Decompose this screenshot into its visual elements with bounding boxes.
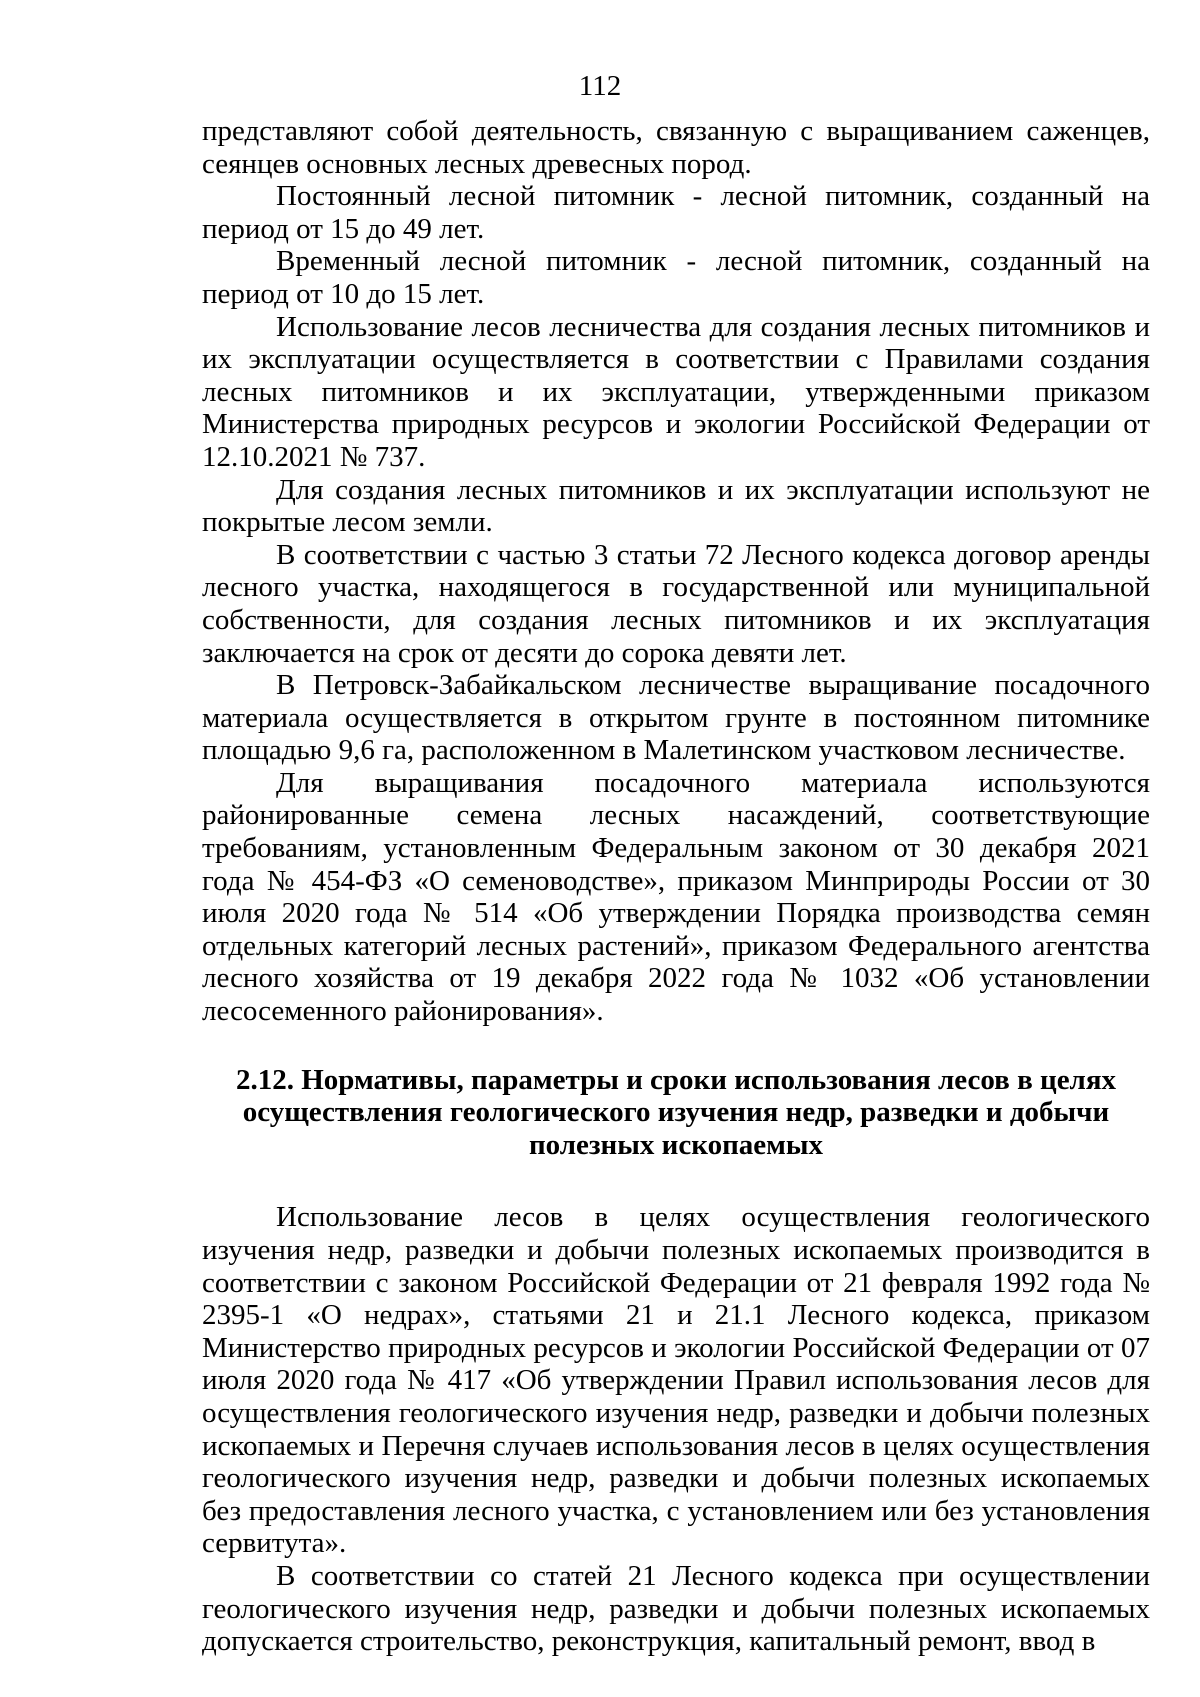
paragraph: В соответствии со статей 21 Лесного кодекса при осуществлении геологического изучения недр, разведки и добычи полезных ископаемых допускается строительство, реконструкция, капитальный ремонт, ввод в xyxy=(202,1559,1150,1658)
paragraph: В Петровск-Забайкальском лесничестве выращивание посадочного материала осуществляется в открытом грунте в постоянном питомнике площадью 9,6 га, расположенном в Малетинском участковом лесничестве. xyxy=(202,669,1150,767)
paragraph: Использование лесов лесничества для создания лесных питомников и их эксплуатации осуществляется в соответствии с Правилами создания лесных питомников и их эксплуатации, утвержденными приказом Министерства природных ресурсов и экологии Российской Федерации от 12.10.2021 № 737. xyxy=(202,310,1150,473)
paragraph: Постоянный лесной питомник - лесной питомник, созданный на период от 15 до 49 лет. xyxy=(202,180,1150,245)
paragraph: В соответствии с частью 3 статьи 72 Лесного кодекса договор аренды лесного участка, находящегося в государственной или муниципальной собственности, для создания лесных питомников и их эксплуатация заключается на срок от десяти до сорока девяти лет. xyxy=(202,538,1150,669)
page-number: 112 xyxy=(578,70,622,102)
paragraph: Для создания лесных питомников и их эксплуатации используют не покрытые лесом земли. xyxy=(202,473,1150,539)
paragraph: Использование лесов в целях осуществления геологического изучения недр, разведки и добычи полезных ископаемых производится в соответствии с законом Российской Федерации от 21 февраля 1992 года № 2395-1 «О недрах», статьями 21 и 21.1 Лесного кодекса, приказом Министерство природных ресурсов и экологии Российской Федерации от 07 июля 2020 года № 417 «Об утверждении Правил использования лесов для осуществления геологического изучения недр, разведки и добычи полезных ископаемых и Перечня случаев использования лесов в целях осуществления геологического изучения недр, разведки и добычи полезных ископаемых без предоставления лесного участка, с установлением или без установления сервитута». xyxy=(202,1201,1150,1560)
section-heading-line: осуществления геологического изучения недр, разведки и добычи xyxy=(242,1096,1110,1129)
paragraph: Временный лесной питомник - лесной питомник, созданный на период от 10 до 15 лет. xyxy=(202,245,1150,310)
section-heading-line: полезных ископаемых xyxy=(528,1128,824,1161)
paragraph: Для выращивания посадочного материала используются районированные семена лесных насаждений, соответствующие требованиям, установленным Федеральным законом от 30 декабря 2021 года № 454-ФЗ «О семеноводстве», приказом Минприроды России от 30 июля 2020 года № 514 «Об утверждении Порядка производства семян отдельных категорий лесных растений», приказом Федерального агентства лесного хозяйства от 19 декабря 2022 года № 1032 «Об установлении лесосеменного районирования». xyxy=(202,766,1150,1028)
document-body xyxy=(202,115,1150,1658)
section-heading xyxy=(202,1064,1150,1162)
section-heading-line: 2.12. Нормативы, параметры и сроки использования лесов в целях xyxy=(235,1063,1117,1096)
paragraph: представляют собой деятельность, связанную с выращиванием саженцев, сеянцев основных лесных древесных пород. xyxy=(202,115,1150,180)
